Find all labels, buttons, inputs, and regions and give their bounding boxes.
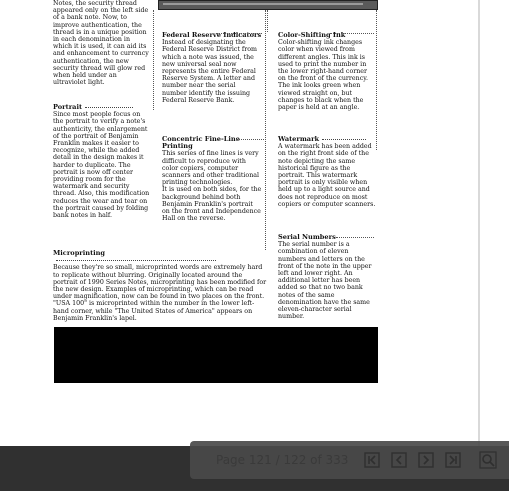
serial-heading: Serial Numbers	[278, 233, 336, 241]
watermark-body: A watermark has been added on the right front side of the note depicting the same historical figure as the portrait. This watermark portrait is only visible when held up to a light source and does not reproduce on most copiers or computer scanners.	[278, 143, 376, 208]
prev-page-icon	[390, 451, 408, 469]
microprinting-section	[53, 250, 268, 322]
federal-reserve-heading: Federal Reserve Indicators	[162, 31, 262, 39]
last-page-button[interactable]	[443, 449, 463, 471]
first-page-icon	[363, 451, 381, 469]
column-left	[53, 0, 149, 86]
portrait-body: Since most people focus on the portrait to verify a note's authenticity, the enlargement of the portrait of Benjamin Franklin makes it easier to recognize, while the added detail in the design makes it harder to duplicate. The portrait is now off center providing room for the watermark and security thread. Also, this modification reduces the wear and tear on the portrait caused by folding bank notes in half.	[53, 111, 150, 220]
zoom-icon	[479, 451, 497, 469]
concentric-body-1: This series of fine lines is very difficult to reproduce with color copiers, computer scanners and other traditional printing technologies.	[162, 150, 260, 187]
prev-page-button[interactable]	[389, 449, 409, 471]
watermark-section	[278, 136, 376, 208]
serial-section	[278, 234, 376, 320]
page-indicator[interactable]: Page 121 / 122 of 333	[216, 453, 349, 467]
microprinting-body: Because they're so small, microprinted words are extremely hard to replicate without blurring. Originally located around the portrait of 1990 Series Notes, microprinting has been modified for the new design. Examples of microprinting, which can be read under magnification, now can be found in two places on the front. "USA 100" is microprinted within the number in the lower left-hand corner, while "The United States of America" appears on Benjamin Franklin's lapel.	[53, 264, 267, 322]
leader-line	[330, 33, 374, 34]
last-page-icon	[444, 451, 462, 469]
leader-line	[376, 10, 377, 150]
microprinting-heading	[53, 250, 268, 264]
currency-image-black	[54, 327, 378, 383]
federal-reserve-section	[162, 32, 262, 104]
microprinting-heading-text: Microprinting	[53, 249, 106, 257]
serial-body: The serial number is a combination of eleven numbers and letters on the front of the note in the upper left and lower right. An additional letter has been added so that no two bank notes of the same denomination have the same eleven-character serial number.	[278, 241, 372, 321]
color-shifting-body: Color-shifting ink changes color when viewed from different angles. This ink is used to print the number in the lower right-hand corner on the front of the currency. The ink looks green when viewed straight on, but changes to black when the paper is held at an angle.	[278, 39, 368, 112]
watermark-heading-text: Watermark	[278, 135, 320, 143]
portrait-heading	[53, 104, 151, 111]
concentric-section	[162, 136, 262, 222]
color-shifting-section	[278, 32, 376, 111]
security-thread-text: Notes, the security thread appeared only on the left side of a bank note. Now, to improve authentication, the thread is in a unique position in each denomination in which it is used, it can aid its and enhancement to currency authentication, the new security thread will glow red when held under an ultraviolet light.	[53, 0, 149, 87]
leader-line	[153, 10, 154, 110]
concentric-body-2: It is used on both sides, for the background behind both Benjamin Franklin's portrait on the front and Independence Hall on the reverse.	[162, 186, 262, 223]
watermark-heading	[278, 136, 376, 143]
leader-line	[236, 139, 264, 140]
currency-image-strip	[158, 0, 378, 10]
leader-line	[336, 237, 374, 238]
color-shifting-heading: Color-Shifting Ink	[278, 31, 346, 39]
leader-line	[216, 33, 262, 34]
leader-line	[267, 10, 268, 32]
portrait-section	[53, 104, 151, 219]
next-page-button[interactable]	[416, 449, 436, 471]
leader-line	[265, 10, 266, 250]
next-page-edge	[480, 0, 509, 446]
next-page-icon	[417, 451, 435, 469]
federal-reserve-body: Instead of designating the Federal Reserve District from which a note was issued, the new universal seal now represents the entire Federal Reserve System. A letter and number near the serial number identify the issuing Federal Reserve Bank.	[162, 39, 258, 104]
portrait-heading-text: Portrait	[53, 103, 82, 111]
concentric-heading: Concentric Fine-Line Printing	[162, 135, 240, 151]
first-page-button[interactable]	[362, 449, 382, 471]
zoom-button[interactable]	[478, 449, 498, 471]
